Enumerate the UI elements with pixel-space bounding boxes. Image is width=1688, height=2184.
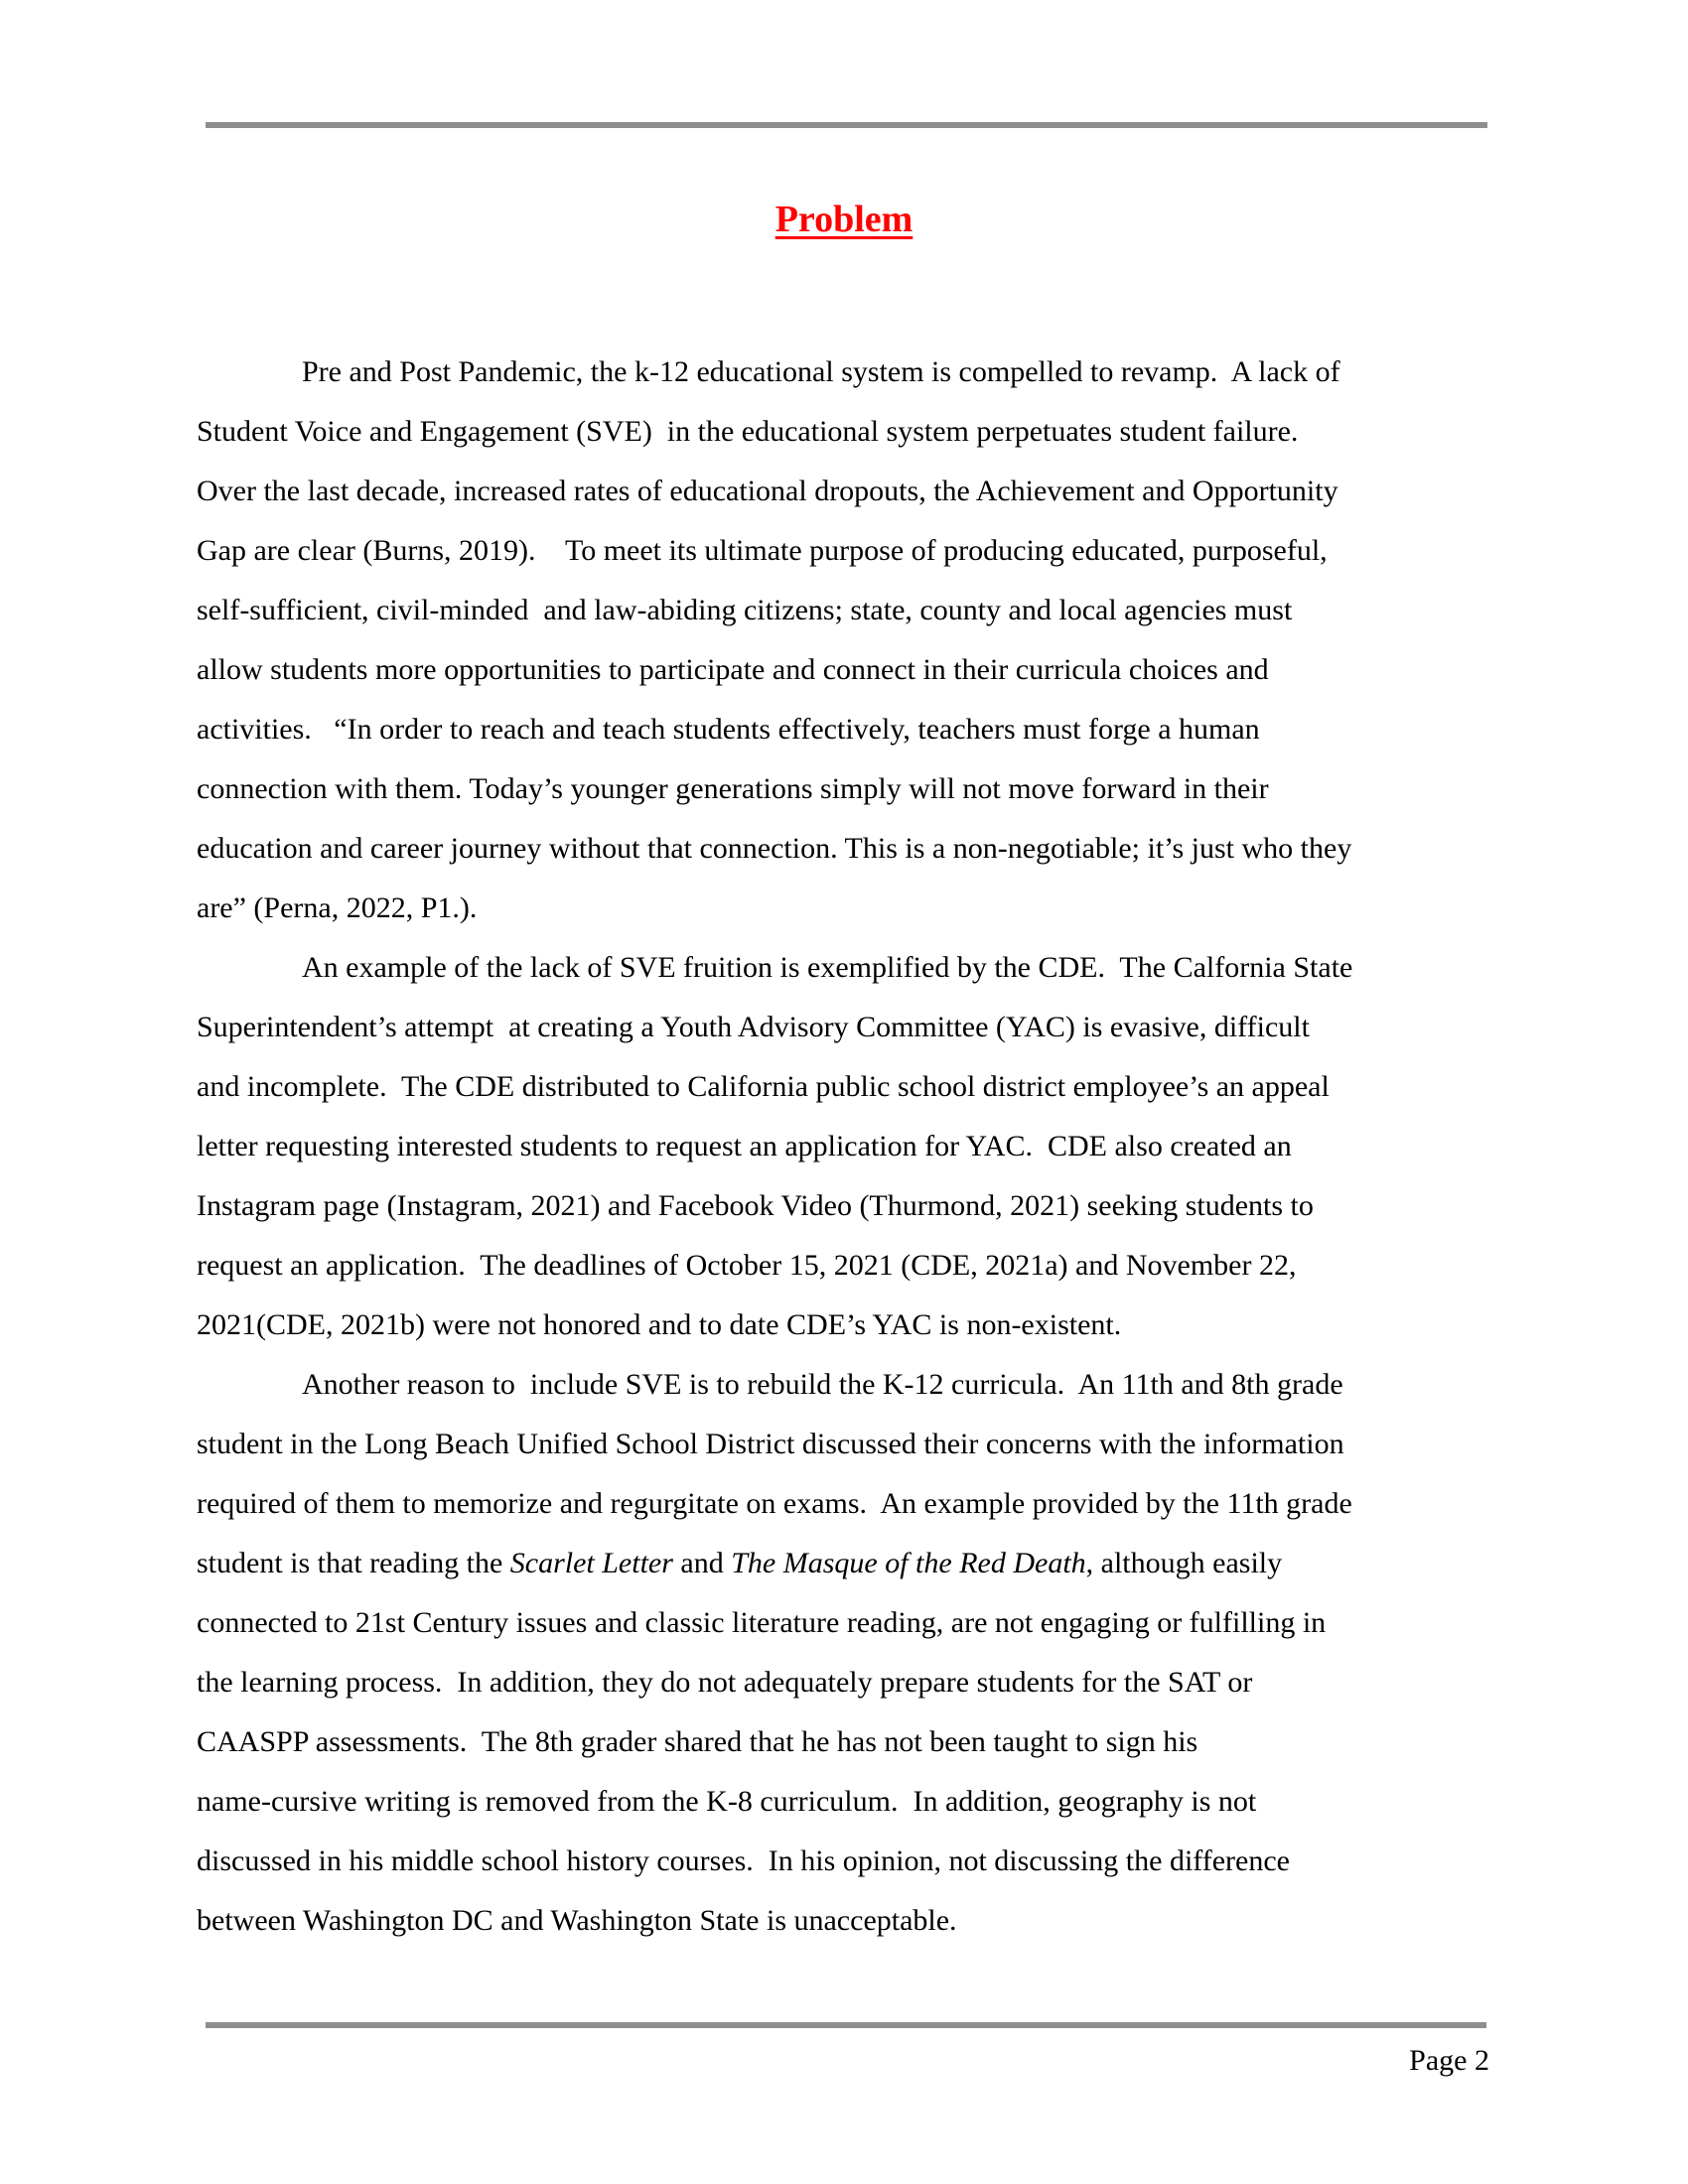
- text-line: [197, 998, 1497, 1057]
- text-segment: Student Voice and Engagement (SVE) in the educational system perpetuates student failure.: [197, 415, 1299, 448]
- italic-book-title: Scarlet Letter: [509, 1547, 673, 1579]
- text-line: [197, 342, 1497, 402]
- text-segment: self-sufficient, civil-minded and law-abiding citizens; state, county and local agencies must: [197, 594, 1293, 626]
- text-line: [197, 1772, 1497, 1832]
- text-line: [197, 1534, 1497, 1593]
- text-segment: the learning process. In addition, they do not adequately prepare students for the SAT or: [197, 1666, 1253, 1699]
- text-segment: between Washington DC and Washington State is unacceptable.: [197, 1904, 957, 1937]
- text-line: [197, 462, 1497, 521]
- text-segment: connected to 21st Century issues and classic literature reading, are not engaging or fulfilling in: [197, 1606, 1327, 1639]
- text-segment: Superintendent’s attempt at creating a Youth Advisory Committee (YAC) is evasive, difficult: [197, 1011, 1310, 1043]
- text-line: [197, 819, 1497, 879]
- document-body: [197, 342, 1497, 1951]
- text-line: [197, 640, 1497, 700]
- text-segment: are” (Perna, 2022, P1.).: [197, 891, 478, 924]
- text-segment: Gap are clear (Burns, 2019). To meet its ultimate purpose of producing educated, purposeful,: [197, 534, 1328, 567]
- text-line: [197, 1117, 1497, 1176]
- text-segment: connection with them. Today’s younger generations simply will not move forward in their: [197, 772, 1269, 805]
- text-segment: student is that reading the: [197, 1547, 510, 1579]
- text-segment: Over the last decade, increased rates of educational dropouts, the Achievement and Opportunity: [197, 475, 1338, 507]
- text-segment: required of them to memorize and regurgitate on exams. An example provided by the 11th grade: [197, 1487, 1352, 1520]
- page-title: Problem: [774, 199, 914, 240]
- top-horizontal-rule: [206, 122, 1487, 128]
- text-segment: 2021(CDE, 2021b) were not honored and to date CDE’s YAC is non-existent.: [197, 1308, 1122, 1341]
- text-segment: and incomplete. The CDE distributed to California public school district employee’s an appeal: [197, 1070, 1330, 1103]
- text-line: [197, 581, 1497, 640]
- text-segment: student in the Long Beach Unified School District discussed their concerns with the information: [197, 1428, 1344, 1460]
- text-line: [197, 879, 1497, 938]
- text-line: [197, 1593, 1497, 1653]
- text-line: [197, 1832, 1497, 1891]
- text-segment: , although easily: [1085, 1547, 1283, 1579]
- text-line: [197, 759, 1497, 819]
- text-line: [197, 700, 1497, 759]
- text-line: [197, 1176, 1497, 1236]
- text-segment: discussed in his middle school history courses. In his opinion, not discussing the difference: [197, 1844, 1290, 1877]
- page-number: Page 2: [1409, 2044, 1489, 2077]
- text-line: [197, 1474, 1497, 1534]
- text-line: [197, 1057, 1497, 1117]
- text-line: [197, 1236, 1497, 1296]
- text-line: [197, 1296, 1497, 1355]
- text-line: [197, 1355, 1497, 1415]
- text-segment: education and career journey without that connection. This is a non-negotiable; it’s just who they: [197, 832, 1352, 865]
- text-line: [197, 938, 1497, 998]
- text-line: [197, 1415, 1497, 1474]
- italic-book-title: The Masque of the Red Death: [731, 1547, 1086, 1579]
- text-segment: allow students more opportunities to participate and connect in their curricula choices and: [197, 653, 1269, 686]
- text-segment: CAASPP assessments. The 8th grader shared that he has not been taught to sign his: [197, 1725, 1198, 1758]
- text-line: [197, 521, 1497, 581]
- text-segment: name-cursive writing is removed from the K-8 curriculum. In addition, geography is not: [197, 1785, 1257, 1818]
- text-line: [197, 1712, 1497, 1772]
- text-segment: and: [672, 1547, 732, 1579]
- text-segment: Another reason to include SVE is to rebuild the K-12 curricula. An 11th and 8th grade: [302, 1368, 1343, 1401]
- text-line: [197, 1653, 1497, 1712]
- bottom-horizontal-rule: [206, 2022, 1486, 2028]
- text-segment: activities. “In order to reach and teach students effectively, teachers must forge a human: [197, 713, 1260, 746]
- text-segment: An example of the lack of SVE fruition is exemplified by the CDE. The Calfornia State: [302, 951, 1353, 984]
- text-segment: letter requesting interested students to request an application for YAC. CDE also created an: [197, 1130, 1292, 1162]
- text-line: [197, 1891, 1497, 1951]
- text-segment: Pre and Post Pandemic, the k-12 educational system is compelled to revamp. A lack of: [302, 355, 1340, 388]
- text-line: [197, 402, 1497, 462]
- text-segment: request an application. The deadlines of October 15, 2021 (CDE, 2021a) and November 22,: [197, 1249, 1297, 1282]
- text-segment: Instagram page (Instagram, 2021) and Facebook Video (Thurmond, 2021) seeking students to: [197, 1189, 1314, 1222]
